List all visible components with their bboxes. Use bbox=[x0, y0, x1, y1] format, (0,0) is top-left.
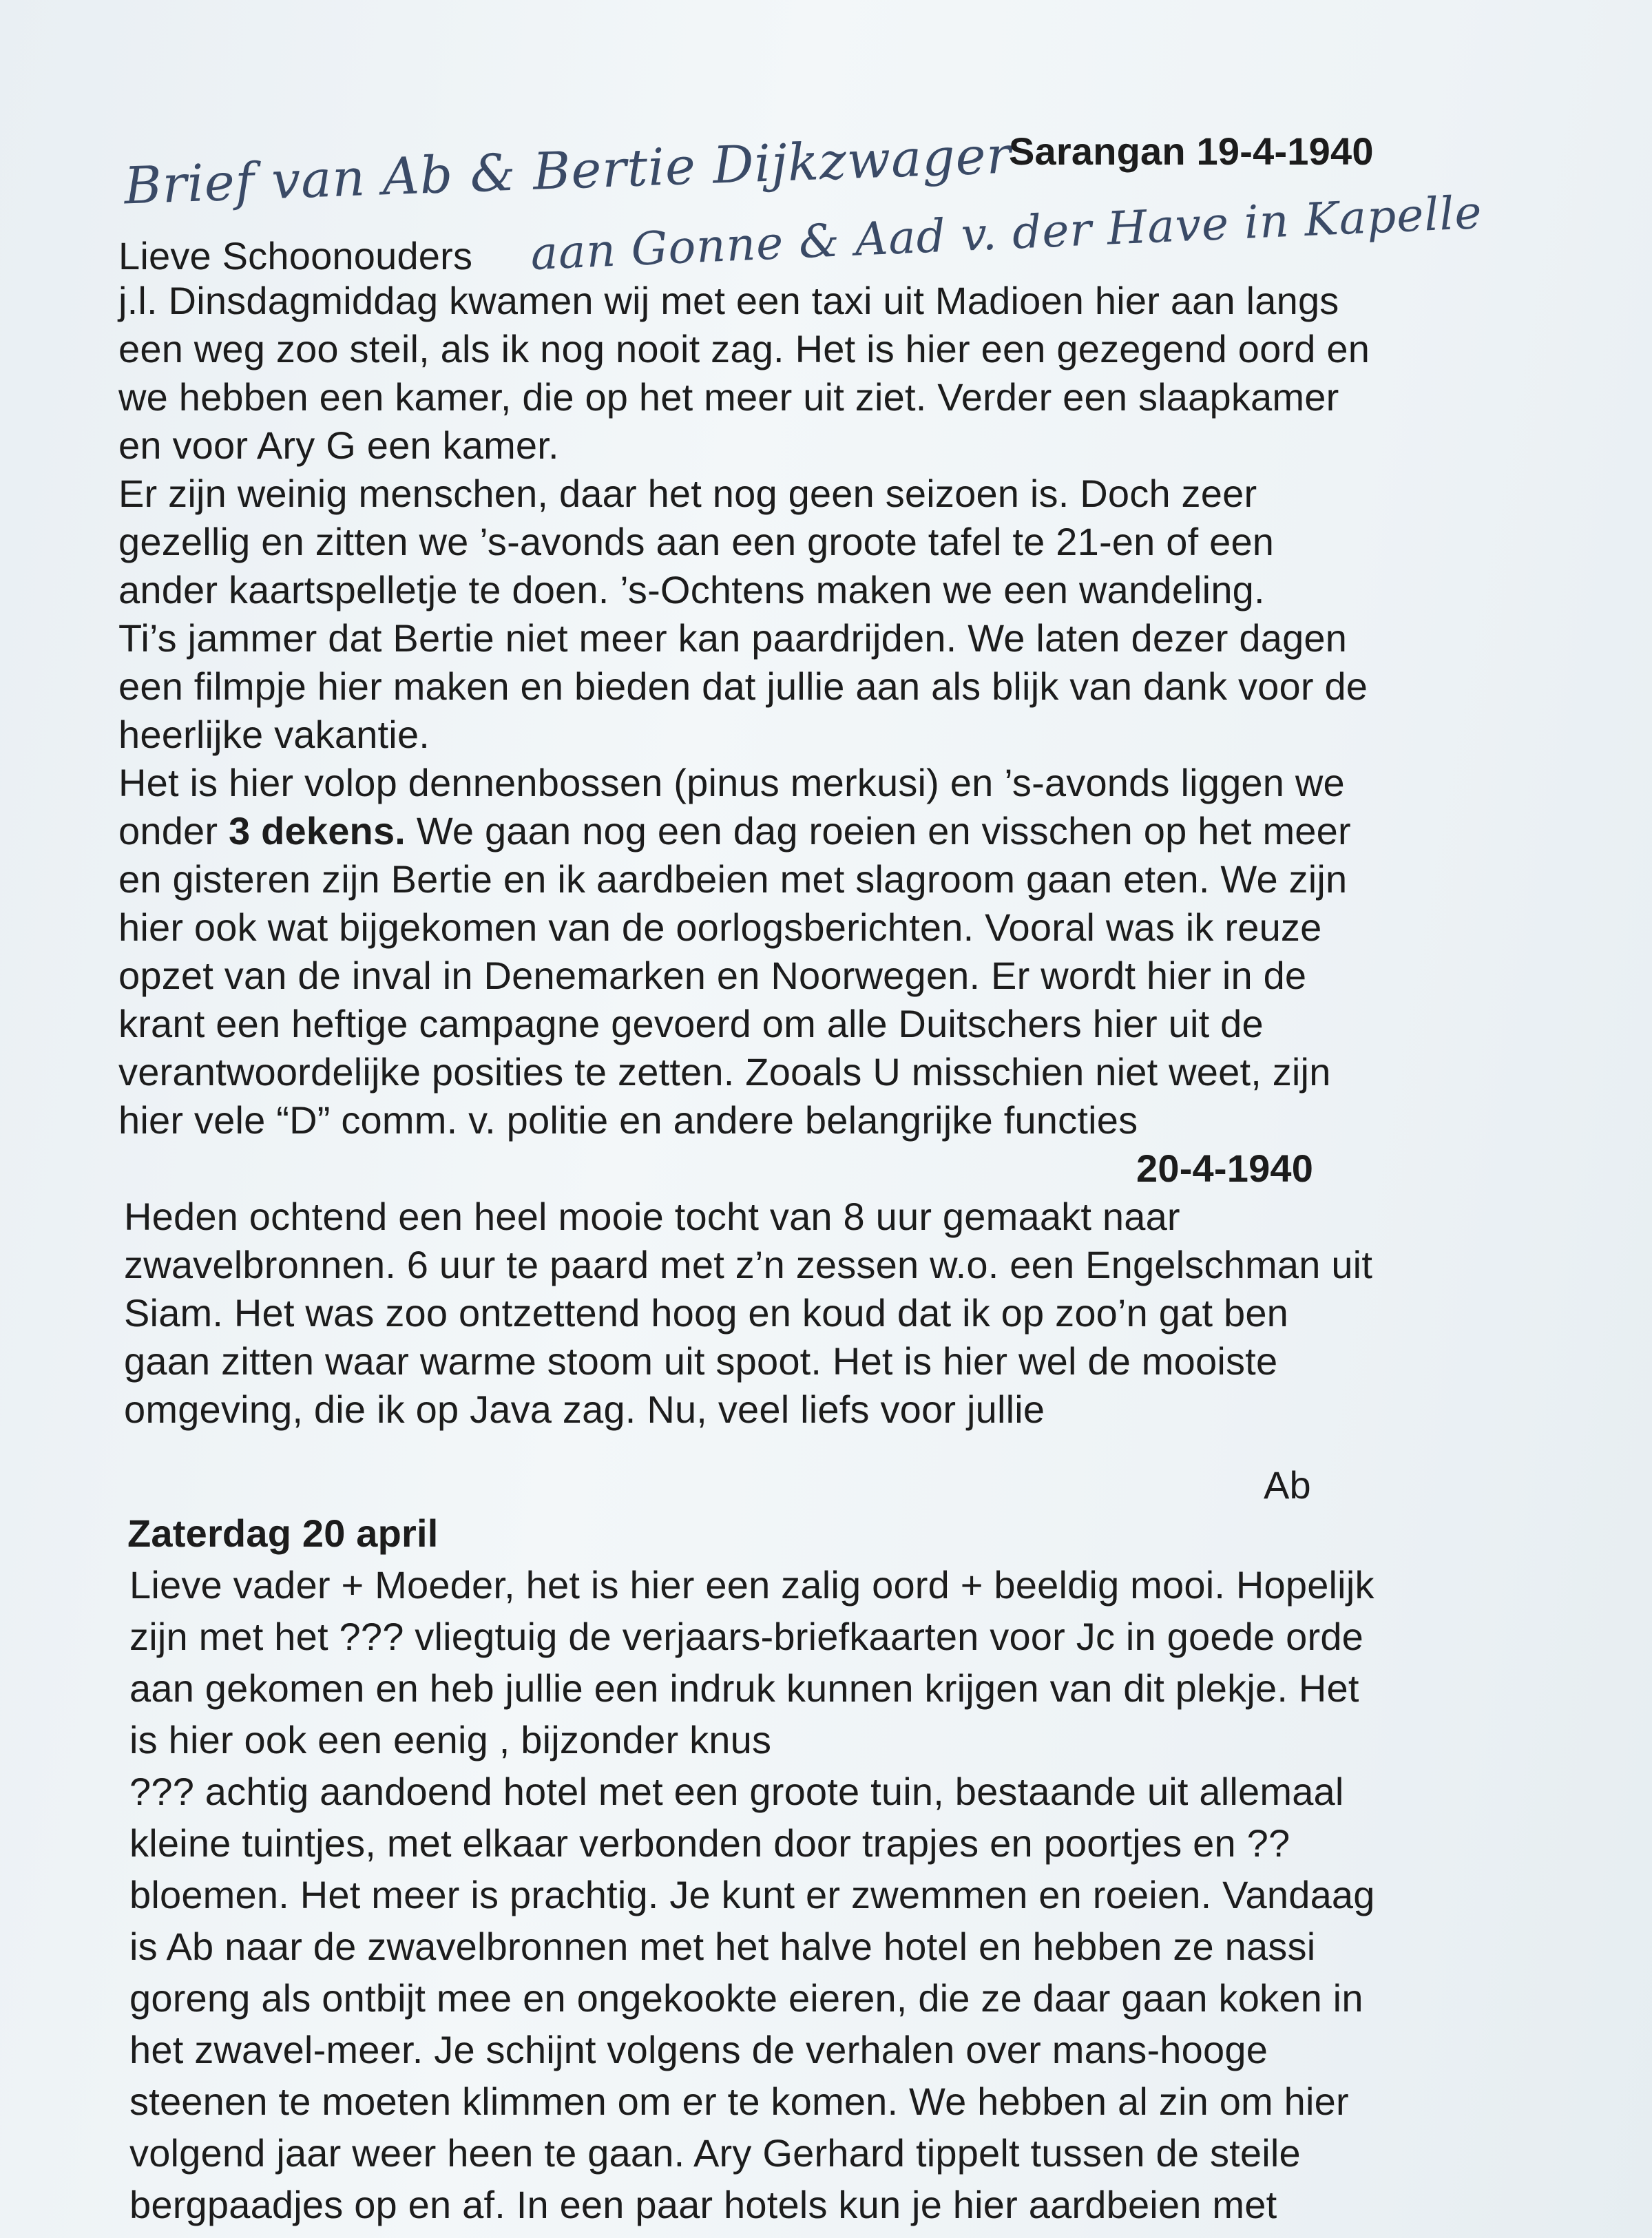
text-line: is Ab naar de zwavelbronnen met het halve hotel en hebben ze nassi bbox=[129, 1925, 1316, 1968]
text-line: Lieve vader + Moeder, het is hier een zalig oord + beeldig mooi. Hopelijk bbox=[129, 1563, 1374, 1607]
text-line: krant een heftige campagne gevoerd om alle Duitschers hier uit de bbox=[118, 1002, 1264, 1045]
text-line: ander kaartspelletje te doen. ’s-Ochtens maken we een wandeling. bbox=[118, 568, 1265, 611]
text-line: een filmpje hier maken en bieden dat jullie aan als blijk van dank voor de bbox=[118, 665, 1368, 708]
text-line: kleine tuintjes, met elkaar verbonden door trapjes en poortjes en ?? bbox=[129, 1821, 1290, 1865]
section-heading: Zaterdag 20 april bbox=[127, 1512, 439, 1555]
text-line: Er zijn weinig menschen, daar het nog geen seizoen is. Doch zeer bbox=[118, 472, 1257, 515]
text-line: verantwoordelijke posities te zetten. Zooals U misschien niet weet, zijn bbox=[118, 1050, 1331, 1094]
text-line: heerlijke vakantie. bbox=[118, 713, 430, 756]
text-line: volgend jaar weer heen te gaan. Ary Gerhard tippelt tussen de steile bbox=[129, 2131, 1301, 2175]
text-segment: We gaan nog een dag roeien en visschen op het meer bbox=[406, 809, 1351, 853]
text-line: gaan zitten waar warme stoom uit spoot. Het is hier wel de mooiste bbox=[124, 1339, 1278, 1383]
text-line: ??? achtig aandoend hotel met een groote tuin, bestaande uit allemaal bbox=[129, 1770, 1344, 1813]
text-line: omgeving, die ik op Java zag. Nu, veel liefs voor jullie bbox=[124, 1388, 1045, 1431]
text-line: gezellig en zitten we ’s-avonds aan een groote tafel te 21-en of een bbox=[118, 520, 1275, 563]
text-line: j.l. Dinsdagmiddag kwamen wij met een taxi uit Madioen hier aan langs bbox=[118, 279, 1339, 322]
place-date-header: Sarangan 19-4-1940 bbox=[1009, 129, 1374, 173]
text-line: hier vele “D” comm. v. politie en andere belangrijke functies bbox=[118, 1098, 1138, 1142]
text-line: Heden ochtend een heel mooie tocht van 8 uur gemaakt naar bbox=[124, 1195, 1180, 1238]
text-segment: onder bbox=[118, 809, 229, 853]
text-line: zwavelbronnen. 6 uur te paard met z’n zessen w.o. een Engelschman uit bbox=[124, 1243, 1373, 1286]
text-line: goreng als ontbijt mee en ongekookte eieren, die ze daar gaan koken in bbox=[129, 1976, 1363, 2020]
text-line: een weg zoo steil, als ik nog nooit zag. Het is hier een gezegend oord en bbox=[118, 327, 1370, 370]
bold-text-segment: 3 dekens. bbox=[229, 809, 406, 853]
text-line-with-bold bbox=[118, 809, 1351, 853]
text-line: Het is hier volop dennenbossen (pinus merkusi) en ’s-avonds liggen we bbox=[118, 761, 1345, 804]
text-line: hier ook wat bijgekomen van de oorlogsberichten. Vooral was ik reuze bbox=[118, 906, 1322, 949]
text-line: zijn met het ??? vliegtuig de verjaars-briefkaarten voor Jc in goede orde bbox=[129, 1615, 1364, 1658]
text-line: bloemen. Het meer is prachtig. Je kunt er zwemmen en roeien. Vandaag bbox=[129, 1873, 1375, 1916]
text-line: we hebben een kamer, die op het meer uit ziet. Verder een slaapkamer bbox=[118, 375, 1339, 419]
text-line: het zwavel-meer. Je schijnt volgens de verhalen over mans-hooge bbox=[129, 2028, 1268, 2071]
text-line: Ti’s jammer dat Bertie niet meer kan paardrijden. We laten dezer dagen bbox=[118, 616, 1348, 660]
second-date: 20-4-1940 bbox=[1136, 1147, 1314, 1190]
handwritten-note-line-2: aan Gonne & Aad v. der Have in Kapelle bbox=[529, 185, 1484, 281]
text-line: is hier ook een eenig , bijzonder knus bbox=[129, 1718, 772, 1761]
text-line: steenen te moeten klimmen om er te komen. We hebben al zin om hier bbox=[129, 2080, 1349, 2123]
text-line: en gisteren zijn Bertie en ik aardbeien met slagroom gaan eten. We zijn bbox=[118, 857, 1348, 901]
text-line: Siam. Het was zoo ontzettend hoog en koud dat ik op zoo’n gat ben bbox=[124, 1291, 1289, 1335]
salutation: Lieve Schoonouders bbox=[118, 234, 473, 278]
text-line: opzet van de inval in Denemarken en Noorwegen. Er wordt hier in de bbox=[118, 954, 1307, 997]
signature: Ab bbox=[1264, 1463, 1311, 1507]
text-line: en voor Ary G een kamer. bbox=[118, 423, 559, 467]
text-line: bergpaadjes op en af. In een paar hotels kun je hier aardbeien met bbox=[129, 2183, 1277, 2226]
text-line: aan gekomen en heb jullie een indruk kunnen krijgen van dit plekje. Het bbox=[129, 1666, 1359, 1710]
handwritten-note-line-1: Brief van Ab & Bertie Dijkzwager bbox=[123, 125, 1013, 216]
